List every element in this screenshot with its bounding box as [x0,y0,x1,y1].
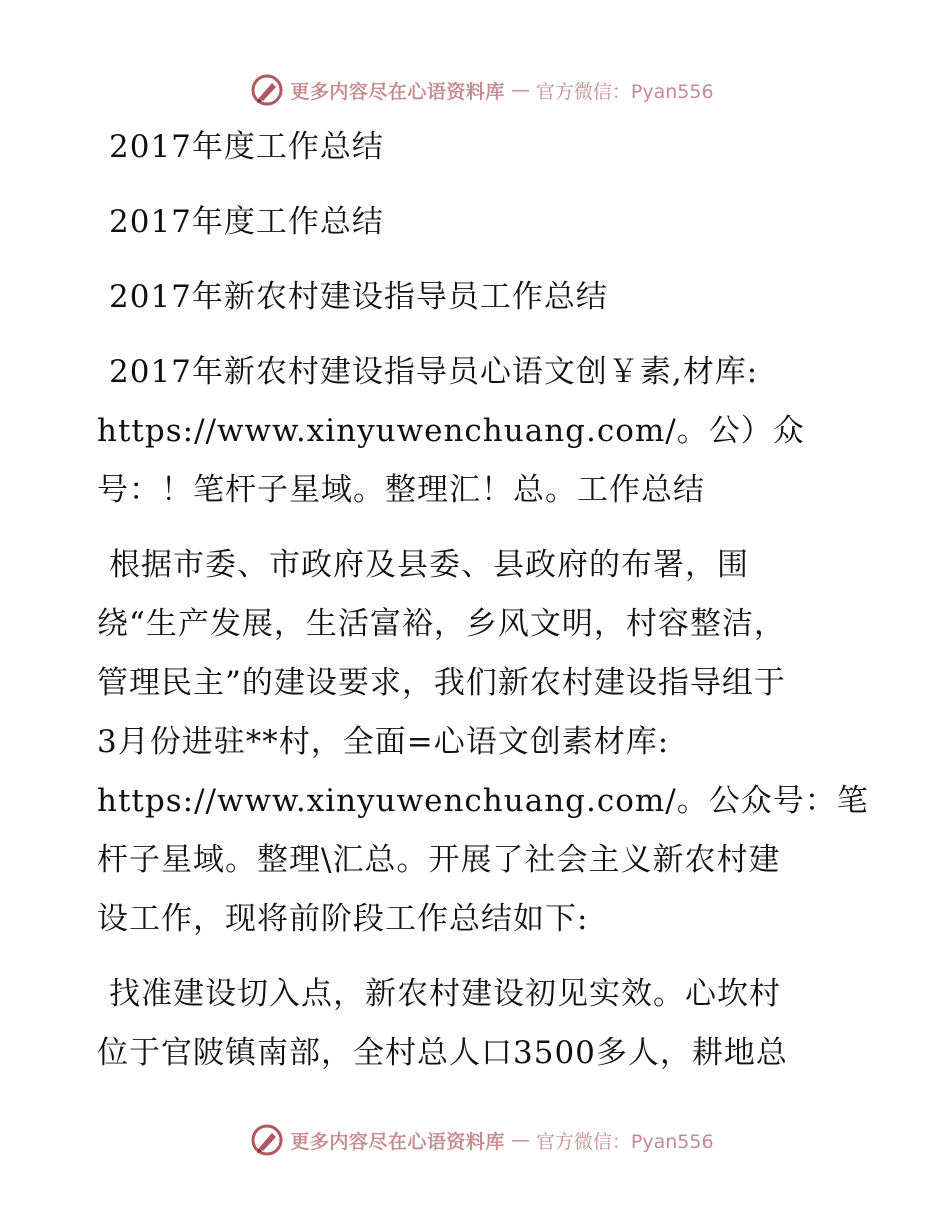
document-body [97,118,869,1099]
text-line: 3月份进驻**村，全面=心语文创素材库: [97,724,670,760]
text-line: 设工作，现将前阶段工作总结如下: [97,901,589,937]
text-line: 号：！笔杆子星域。整理汇！总。工作总结 [97,472,705,508]
banner-wechat: 官方微信：Pyan556 [535,1130,714,1153]
banner-separator: — [510,1129,530,1151]
paragraph-section-one [97,965,857,1083]
text-line: https://www.xinyuwenchuang.com/。公众号：笔 [97,783,869,819]
banner-content [250,73,713,107]
text-line: 2017年新农村建设指导员心语文创￥素,材库: [109,354,759,390]
text-line: 管理民主”的建设要求，我们新农村建设指导组于 [97,665,786,701]
text-line: 绕“生产发展，生活富裕，乡风文明，村容整洁， [97,606,786,642]
text-line: https://www.xinyuwenchuang.com/。公）众 [97,413,805,449]
banner-wechat: 官方微信：Pyan556 [535,80,714,103]
banner-content [250,1123,713,1157]
banner-separator: — [510,79,530,101]
pen-logo-icon [250,73,284,107]
document-subtitle: 2017年度工作总结 [109,204,384,240]
footer-banner [0,1120,950,1160]
paragraph-intro [97,343,857,520]
text-line: 杆子星域。整理\汇总。开展了社会主义新农村建 [97,842,781,878]
document-title: 2017年度工作总结 [109,129,384,165]
header-banner [0,70,950,110]
banner-text: 更多内容尽在心语资料库 [290,80,505,103]
text-line: 根据市委、市政府及县委、县政府的布署，围 [109,547,749,583]
text-line: 位于官陂镇南部，全村总人口3500多人，耕地总 [97,1035,788,1071]
pen-logo-icon [250,1123,284,1157]
text-line: 找准建设切入点，新农村建设初见实效。心坎村 [109,976,781,1012]
paragraph-background [97,536,869,949]
document-heading: 2017年新农村建设指导员工作总结 [109,279,608,315]
banner-text: 更多内容尽在心语资料库 [290,1130,505,1153]
